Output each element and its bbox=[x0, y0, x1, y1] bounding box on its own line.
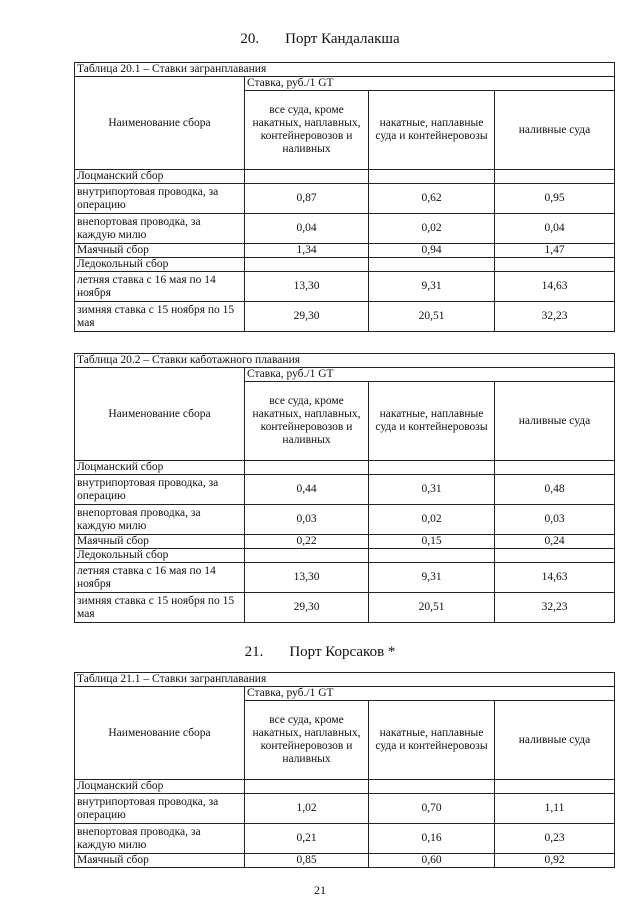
fee-name-cell: Маячный сбор bbox=[75, 244, 245, 258]
vessel-type-header-2: накатные, наплавные суда и контейнеровозы bbox=[369, 91, 495, 170]
rate-value-cell: 0,21 bbox=[245, 824, 369, 854]
rate-value-cell: 32,23 bbox=[495, 302, 615, 332]
vessel-type-header-1: все суда, кроме накатных, наплавных, контейнеровозов и наливных bbox=[245, 701, 369, 780]
table-row bbox=[75, 244, 615, 258]
empty-cell bbox=[495, 780, 615, 794]
rate-value-cell: 13,30 bbox=[245, 563, 369, 593]
rate-value-cell: 1,02 bbox=[245, 794, 369, 824]
table-row bbox=[75, 593, 615, 623]
table-row bbox=[75, 563, 615, 593]
fee-name-cell: внутрипортовая проводка, за операцию bbox=[75, 475, 245, 505]
table-row bbox=[75, 184, 615, 214]
fee-name-cell: Лоцманский сбор bbox=[75, 461, 245, 475]
rate-value-cell: 0,23 bbox=[495, 824, 615, 854]
rate-value-cell: 9,31 bbox=[369, 563, 495, 593]
table-row bbox=[75, 475, 615, 505]
table-20-2 bbox=[74, 353, 615, 623]
rate-value-cell: 0,15 bbox=[369, 535, 495, 549]
rate-value-cell: 29,30 bbox=[245, 593, 369, 623]
fee-name-cell: внепортовая проводка, за каждую милю bbox=[75, 824, 245, 854]
rate-value-cell: 0,60 bbox=[369, 854, 495, 868]
section-20-number: 20. bbox=[240, 31, 260, 47]
table-caption: Таблица 21.1 – Ставки загранплавания bbox=[75, 673, 615, 687]
table-21-1 bbox=[74, 672, 615, 868]
rate-value-cell: 20,51 bbox=[369, 593, 495, 623]
caption-row bbox=[75, 354, 615, 368]
section-21-heading bbox=[0, 643, 640, 661]
fee-name-cell: внутрипортовая проводка, за операцию bbox=[75, 794, 245, 824]
fee-name-cell: летняя ставка с 16 мая по 14 ноября bbox=[75, 272, 245, 302]
empty-cell bbox=[495, 170, 615, 184]
section-row bbox=[75, 780, 615, 794]
table-20-1 bbox=[74, 62, 615, 332]
vessel-type-header-2: накатные, наплавные суда и контейнеровозы bbox=[369, 382, 495, 461]
rate-value-cell: 1,47 bbox=[495, 244, 615, 258]
table-row bbox=[75, 214, 615, 244]
fee-name-header: Наименование сбора bbox=[75, 368, 245, 461]
table-row bbox=[75, 535, 615, 549]
table-row bbox=[75, 794, 615, 824]
vessel-type-header-3: наливные суда bbox=[495, 701, 615, 780]
table-row bbox=[75, 505, 615, 535]
rate-value-cell: 20,51 bbox=[369, 302, 495, 332]
empty-cell bbox=[245, 461, 369, 475]
fee-name-cell: внутрипортовая проводка, за операцию bbox=[75, 184, 245, 214]
rate-value-cell: 0,02 bbox=[369, 214, 495, 244]
empty-cell bbox=[495, 461, 615, 475]
section-row bbox=[75, 258, 615, 272]
vessel-type-header-1: все суда, кроме накатных, наплавных, контейнеровозов и наливных bbox=[245, 382, 369, 461]
rate-value-cell: 0,31 bbox=[369, 475, 495, 505]
rate-value-cell: 0,04 bbox=[245, 214, 369, 244]
empty-cell bbox=[369, 258, 495, 272]
empty-cell bbox=[369, 780, 495, 794]
table-row bbox=[75, 302, 615, 332]
fee-name-cell: Ледокольный сбор bbox=[75, 549, 245, 563]
rate-value-cell: 0,85 bbox=[245, 854, 369, 868]
rate-value-cell: 14,63 bbox=[495, 272, 615, 302]
fee-name-cell: зимняя ставка с 15 ноября по 15 мая bbox=[75, 302, 245, 332]
empty-cell bbox=[369, 170, 495, 184]
fee-name-cell: внепортовая проводка, за каждую милю bbox=[75, 505, 245, 535]
rate-value-cell: 0,44 bbox=[245, 475, 369, 505]
rate-value-cell: 32,23 bbox=[495, 593, 615, 623]
rate-value-cell: 0,04 bbox=[495, 214, 615, 244]
empty-cell bbox=[245, 549, 369, 563]
table-row bbox=[75, 824, 615, 854]
rate-value-cell: 1,11 bbox=[495, 794, 615, 824]
section-20-title: Порт Кандалакша bbox=[285, 31, 400, 47]
page-number: 21 bbox=[314, 883, 326, 897]
rate-value-cell: 0,62 bbox=[369, 184, 495, 214]
fee-name-cell: внепортовая проводка, за каждую милю bbox=[75, 214, 245, 244]
fee-name-header: Наименование сбора bbox=[75, 77, 245, 170]
fee-name-cell: летняя ставка с 16 мая по 14 ноября bbox=[75, 563, 245, 593]
rate-value-cell: 0,03 bbox=[245, 505, 369, 535]
fee-name-cell: зимняя ставка с 15 ноября по 15 мая bbox=[75, 593, 245, 623]
rate-value-cell: 0,92 bbox=[495, 854, 615, 868]
rate-value-cell: 0,87 bbox=[245, 184, 369, 214]
section-21-title: Порт Корсаков * bbox=[289, 644, 396, 660]
rate-value-cell: 0,94 bbox=[369, 244, 495, 258]
rate-value-cell: 0,48 bbox=[495, 475, 615, 505]
empty-cell bbox=[369, 461, 495, 475]
rate-value-cell: 14,63 bbox=[495, 563, 615, 593]
vessel-type-header-2: накатные, наплавные суда и контейнеровозы bbox=[369, 701, 495, 780]
section-row bbox=[75, 549, 615, 563]
fee-name-cell: Ледокольный сбор bbox=[75, 258, 245, 272]
vessel-type-header-3: наливные суда bbox=[495, 91, 615, 170]
empty-cell bbox=[245, 170, 369, 184]
section-row bbox=[75, 461, 615, 475]
rate-unit-header: Ставка, руб./1 GT bbox=[245, 368, 615, 382]
fee-name-cell: Лоцманский сбор bbox=[75, 780, 245, 794]
rate-unit-header: Ставка, руб./1 GT bbox=[245, 77, 615, 91]
rate-value-cell: 29,30 bbox=[245, 302, 369, 332]
table-row bbox=[75, 854, 615, 868]
empty-cell bbox=[495, 549, 615, 563]
empty-cell bbox=[245, 780, 369, 794]
empty-cell bbox=[495, 258, 615, 272]
section-21-number: 21. bbox=[244, 644, 264, 660]
fee-name-header: Наименование сбора bbox=[75, 687, 245, 780]
rate-value-cell: 0,24 bbox=[495, 535, 615, 549]
rate-value-cell: 0,16 bbox=[369, 824, 495, 854]
vessel-type-header-3: наливные суда bbox=[495, 382, 615, 461]
section-20-heading bbox=[0, 30, 640, 48]
header-row bbox=[75, 687, 615, 701]
caption-row bbox=[75, 63, 615, 77]
rate-value-cell: 1,34 bbox=[245, 244, 369, 258]
table-row bbox=[75, 272, 615, 302]
rate-value-cell: 13,30 bbox=[245, 272, 369, 302]
table-caption: Таблица 20.2 – Ставки каботажного плавания bbox=[75, 354, 615, 368]
rate-value-cell: 0,22 bbox=[245, 535, 369, 549]
empty-cell bbox=[245, 258, 369, 272]
header-row bbox=[75, 368, 615, 382]
section-row bbox=[75, 170, 615, 184]
rate-value-cell: 0,70 bbox=[369, 794, 495, 824]
vessel-type-header-1: все суда, кроме накатных, наплавных, контейнеровозов и наливных bbox=[245, 91, 369, 170]
table-caption: Таблица 20.1 – Ставки загранплавания bbox=[75, 63, 615, 77]
rate-value-cell: 0,02 bbox=[369, 505, 495, 535]
header-row bbox=[75, 77, 615, 91]
rate-value-cell: 9,31 bbox=[369, 272, 495, 302]
empty-cell bbox=[369, 549, 495, 563]
fee-name-cell: Маячный сбор bbox=[75, 535, 245, 549]
caption-row bbox=[75, 673, 615, 687]
fee-name-cell: Маячный сбор bbox=[75, 854, 245, 868]
rate-value-cell: 0,03 bbox=[495, 505, 615, 535]
rate-value-cell: 0,95 bbox=[495, 184, 615, 214]
fee-name-cell: Лоцманский сбор bbox=[75, 170, 245, 184]
rate-unit-header: Ставка, руб./1 GT bbox=[245, 687, 615, 701]
